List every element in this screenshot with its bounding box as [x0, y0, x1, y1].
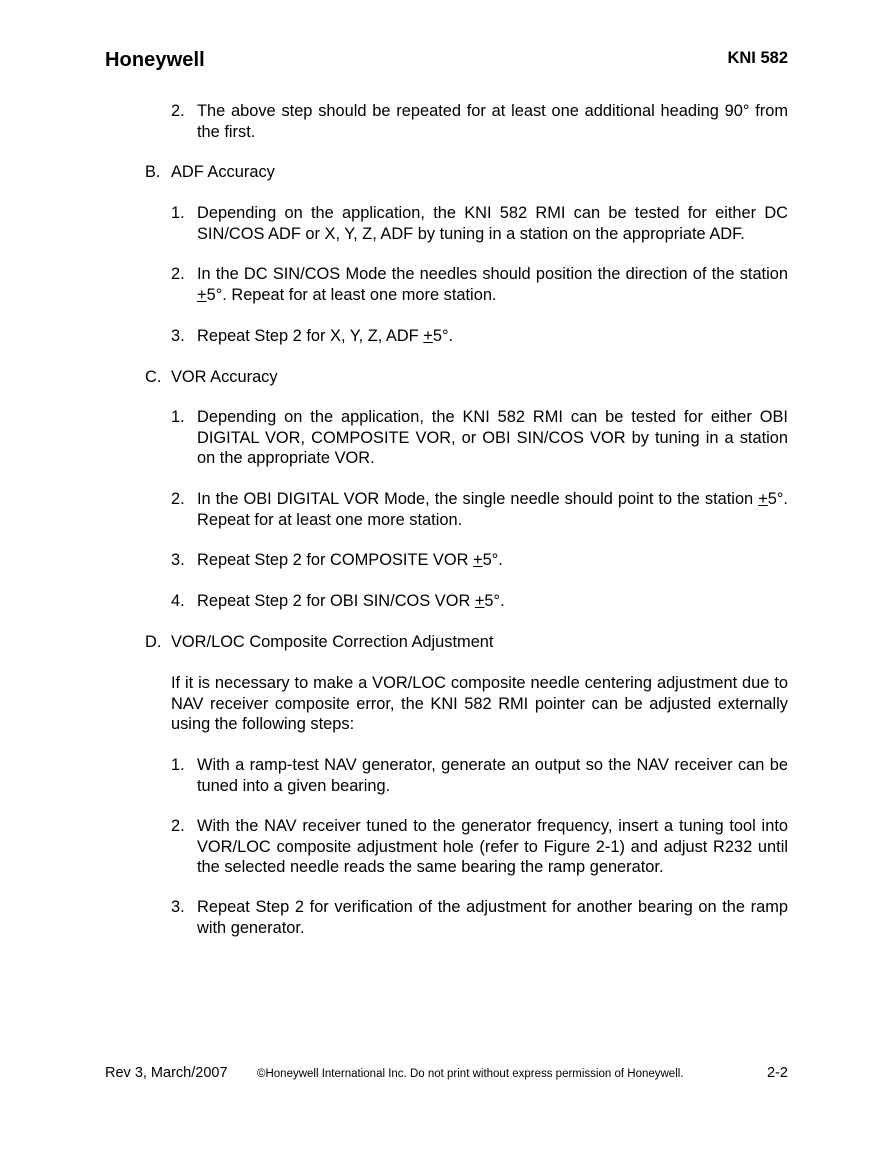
step-number: 3.	[171, 898, 185, 916]
step-number: 2.	[171, 817, 185, 835]
step-text	[197, 591, 788, 612]
step-d2	[171, 816, 788, 878]
step-text	[197, 550, 788, 571]
step-number: 1.	[171, 408, 185, 426]
step-number: 4.	[171, 592, 185, 610]
step-c4	[171, 591, 788, 612]
step-text-pre: Repeat Step 2 for OBI SIN/COS VOR	[197, 592, 475, 610]
step-text	[197, 326, 788, 347]
step-number: 3.	[171, 551, 185, 569]
step-c2	[171, 489, 788, 530]
section-title: ADF Accuracy	[171, 163, 275, 181]
step-number: 2.	[171, 265, 185, 283]
section-title: VOR/LOC Composite Correction Adjustment	[171, 633, 494, 651]
step-text-pre: Repeat Step 2 for COMPOSITE VOR	[197, 551, 474, 569]
step-text: With a ramp-test NAV generator, generate an output so the NAV receiver can be tuned into a given bearing.	[197, 756, 788, 795]
step-text	[197, 264, 788, 305]
section-title: VOR Accuracy	[171, 368, 278, 386]
step-text-pre: In the DC SIN/COS Mode the needles should position the direction of the station	[197, 265, 788, 283]
step-text-post: 5°.	[482, 551, 503, 569]
step-b3	[171, 326, 788, 347]
plus-minus-symbol: +	[474, 592, 485, 610]
footer-page-number: 2-2	[767, 1065, 788, 1081]
section-d-intro: If it is necessary to make a VOR/LOC composite needle centering adjustment due to NAV receiver composite error, the KNI 582 RMI pointer can be adjusted externally using the following steps:	[171, 674, 788, 734]
step-text: Depending on the application, the KNI 582 RMI can be tested for either DC SIN/COS ADF or X, Y, Z, ADF by tuning in a station on the appropriate ADF.	[197, 204, 788, 243]
step-b2	[171, 264, 788, 305]
step-text-pre: In the OBI DIGITAL VOR Mode, the single needle should point to the station	[197, 490, 759, 508]
step-text-post: 5°. Repeat for at least one more station.	[206, 285, 497, 304]
step-a2	[171, 101, 788, 142]
step-number: 2.	[171, 102, 185, 120]
section-letter: D.	[145, 633, 162, 651]
step-text: Repeat Step 2 for verification of the adjustment for another bearing on the ramp with generator.	[197, 898, 788, 937]
honeywell-logo: Honeywell	[105, 49, 205, 71]
plus-minus-symbol: +	[423, 327, 433, 345]
plus-minus-symbol: +	[197, 285, 207, 304]
plus-minus-symbol: +	[473, 551, 483, 569]
step-number: 1.	[171, 204, 185, 222]
step-text: Depending on the application, the KNI 582 RMI can be tested for either OBI DIGITAL VOR, COMPOSITE VOR, or OBI SIN/COS VOR by tuning in a station on the appropriate VOR.	[197, 408, 788, 468]
step-number: 2.	[171, 490, 185, 508]
step-text-post: 5°. Repeat for at least one more station.	[197, 490, 788, 529]
step-c3	[171, 550, 788, 571]
step-number: 3.	[171, 327, 185, 345]
footer-revision: Rev 3, March/2007	[105, 1065, 228, 1081]
document-id: KNI 582	[727, 49, 788, 67]
step-text: With the NAV receiver tuned to the generator frequency, insert a tuning tool into VOR/LOC composite adjustment hole (refer to Figure 2-1) and adjust R232 until the selected needle reads the same bearing the ramp generator.	[197, 817, 788, 877]
section-b-heading	[145, 162, 788, 183]
section-letter: C.	[145, 368, 162, 386]
footer-copyright: ©Honeywell International Inc. Do not print without express permission of Honeywell.	[257, 1068, 684, 1080]
step-d3	[171, 897, 788, 938]
step-c1	[171, 407, 788, 469]
step-text: The above step should be repeated for at least one additional heading 90° from the first.	[197, 102, 788, 141]
step-text-post: 5°.	[432, 327, 454, 345]
step-b1	[171, 203, 788, 244]
section-letter: B.	[145, 163, 161, 181]
step-text-post: 5°.	[484, 592, 505, 610]
step-number: 1.	[171, 756, 185, 774]
section-c-heading	[145, 367, 788, 388]
step-text	[197, 489, 788, 530]
plus-minus-symbol: +	[758, 490, 768, 508]
section-d-heading	[145, 632, 788, 653]
step-d1	[171, 755, 788, 796]
step-text-pre: Repeat Step 2 for X, Y, Z, ADF	[197, 327, 424, 345]
